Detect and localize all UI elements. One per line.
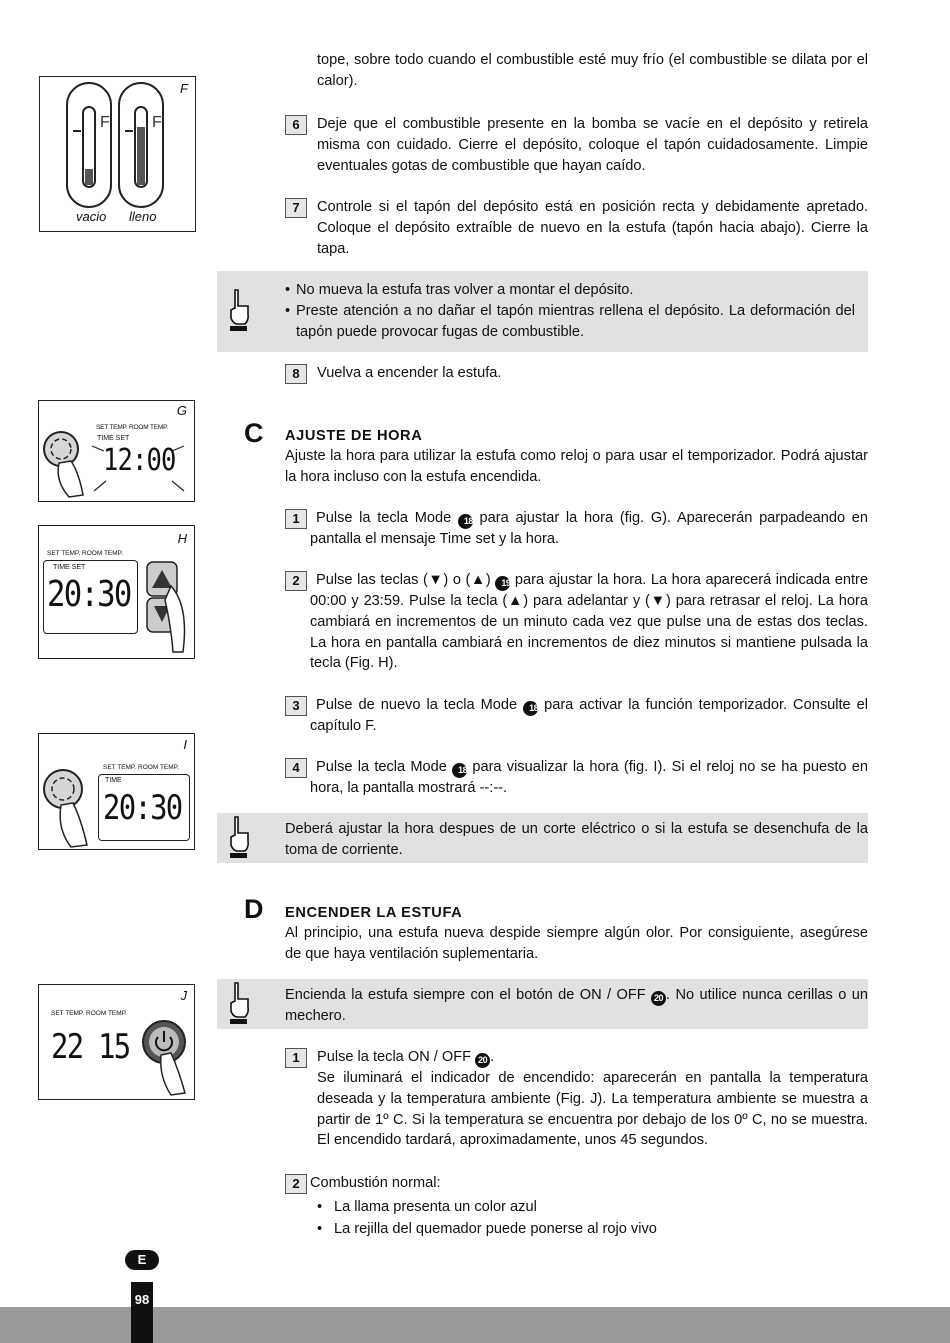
ref-number-icon: 20 — [475, 1053, 490, 1068]
step-number: 1 — [285, 509, 307, 529]
display-time-set: TIME SET — [53, 564, 86, 571]
note-bullet: • Preste atención a no dañar el tapón mientras rellena el depósito. La deformación del tapón puede provocar fugas de combustible. — [285, 301, 855, 343]
display-time: 20:30 — [47, 574, 131, 615]
step-number: 6 — [285, 115, 307, 135]
fuel-gauge-illustration — [40, 77, 195, 231]
display-time-set: TIME SET — [97, 435, 130, 442]
section-title: AJUSTE DE HORA — [285, 428, 423, 444]
figure-label: F — [180, 81, 188, 96]
section-letter: D — [244, 894, 264, 924]
pointing-hand-icon — [225, 288, 251, 334]
section-intro: Ajuste la hora para utilizar la estufa como reloj o para usar el temporizador. Podrá ajustar la hora incluso con la estufa encendida. — [285, 448, 868, 485]
section-letter: C — [244, 418, 264, 448]
step-text: Pulse la tecla Mode 18 para visualizar la hora (fig. I). Si el reloj no se ha puesto en hora, la pantalla mostrará --:--. — [310, 759, 868, 796]
step-text: Deje que el combustible presente en la bomba se vacíe en el depósito y retirela misma con cuidado. Cierre el depósito, coloque el tapón cuidadosamente. Limpie eventuales gotas de combustible que hayan caído. — [317, 116, 868, 174]
step-title: Combustión normal: — [310, 1175, 441, 1191]
step-number: 1 — [285, 1048, 307, 1068]
list-item: • La rejilla del quemador puede ponerse al rojo vivo — [317, 1218, 857, 1240]
gauge-mark-right: F — [152, 114, 162, 131]
figure-g — [38, 400, 195, 502]
step-number: 4 — [285, 758, 307, 778]
note-text: Encienda la estufa siempre con el botón de ON / OFF 20 . No utilice nunca cerillas o un mechero. — [285, 987, 868, 1024]
step-text: Pulse las teclas (▼) o (▲) 19 para ajustar la hora. La hora aparecerá indicada entre 00:00 y 23:59. Pulse la tecla (▲) para adelantar y (▼) para retrasar el reloj. La hora cambiará en incrementos de un minuto cada vez que pulse una de estas dos teclas. La hora en pantalla cambiará en incrementos de diez minutos si mantiene pulsada la tecla (Fig. H). — [310, 572, 868, 672]
gauge-mark-left: F — [100, 114, 110, 131]
display-value: 22 15 — [51, 1027, 130, 1067]
step-text: Pulse la tecla Mode 18 para ajustar la hora (fig. G). Aparecerán parpadeando en pantalla el mensaje Time set y la hora. — [310, 510, 868, 547]
caption-empty: vacio — [76, 209, 107, 224]
ref-number-icon: 18 — [452, 763, 467, 778]
note-bullet: • No mueva la estufa tras volver a montar el depósito. — [285, 280, 855, 301]
display-time: 20:30 — [103, 788, 182, 828]
caption-full: lleno — [129, 209, 157, 224]
display-header: SET TEMP. ROOM TEMP. — [51, 1010, 127, 1017]
display-header: SET TEMP. ROOM TEMP. — [96, 424, 168, 431]
step-number: 7 — [285, 198, 307, 218]
list-item: • La llama presenta un color azul — [317, 1196, 857, 1218]
step-text: Se iluminará el indicador de encendido: aparecerán en pantalla la temperatura deseada y la temperatura ambiente (Fig. J). La temperatura ambiente se muestra a partir de 1º C. Si la temperatura se encuentra por debajo de los 0º C, no se muestra. El encendido tardará, aproximadamente, unos 45 segundos. — [317, 1070, 868, 1149]
mode-button-press-illustration — [39, 739, 99, 849]
step-text: Pulse de nuevo la tecla Mode 18 para activar la función temporizador. Consulte el capítulo F. — [310, 697, 868, 734]
warning-note — [217, 979, 868, 1029]
pointing-hand-icon — [225, 981, 251, 1027]
power-button-press-illustration — [139, 997, 189, 1097]
section-title: ENCENDER LA ESTUFA — [285, 905, 463, 921]
step-number: 2 — [285, 1174, 307, 1194]
up-down-buttons-illustration — [143, 556, 193, 656]
ref-number-icon: 18 — [523, 701, 538, 716]
step-number: 8 — [285, 364, 307, 384]
figure-i — [38, 733, 195, 850]
display-time: 12:00 — [103, 443, 176, 478]
section-intro: Al principio, una estufa nueva despide siempre algún olor. Por consiguiente, asegúrese de que haya ventilación suplementaria. — [285, 925, 868, 962]
step-text: Pulse la tecla ON / OFF 20 . — [317, 1047, 868, 1068]
intro-continuation: tope, sobre todo cuando el combustible esté muy frío (el combustible se dilata por el calor). — [317, 52, 868, 89]
figure-label: J — [180, 988, 187, 1003]
figure-label: G — [176, 403, 187, 418]
ref-number-icon: 20 — [651, 991, 666, 1006]
note-text: Deberá ajustar la hora despues de un corte eléctrico o si la estufa se desenchufa de la toma de corriente. — [285, 821, 868, 858]
figure-label: I — [183, 737, 187, 752]
step-text: Vuelva a encender la estufa. — [317, 365, 502, 381]
step-number: 3 — [285, 696, 307, 716]
warning-note — [217, 271, 868, 352]
figure-j — [38, 984, 195, 1100]
pointing-hand-icon — [225, 815, 251, 861]
display-header: SET TEMP. ROOM TEMP. — [47, 550, 123, 557]
ref-number-icon: 19 — [495, 576, 510, 591]
page-number: 98 — [134, 1292, 150, 1307]
figure-f — [39, 76, 196, 232]
figure-label: H — [177, 531, 187, 546]
step-text: Controle si el tapón del depósito está en posición recta y debidamente apretado. Coloque el depósito extraíble de nuevo en la estufa (tapón hacia abajo). Cierre la tapa. — [317, 199, 868, 257]
figure-h — [38, 525, 195, 659]
display-header: SET TEMP. ROOM TEMP. — [103, 764, 179, 771]
display-time-label: TIME — [105, 777, 122, 784]
step-number: 2 — [285, 571, 307, 591]
ref-number-icon: 18 — [458, 514, 473, 529]
language-badge: E — [125, 1250, 159, 1270]
info-note — [217, 813, 868, 863]
